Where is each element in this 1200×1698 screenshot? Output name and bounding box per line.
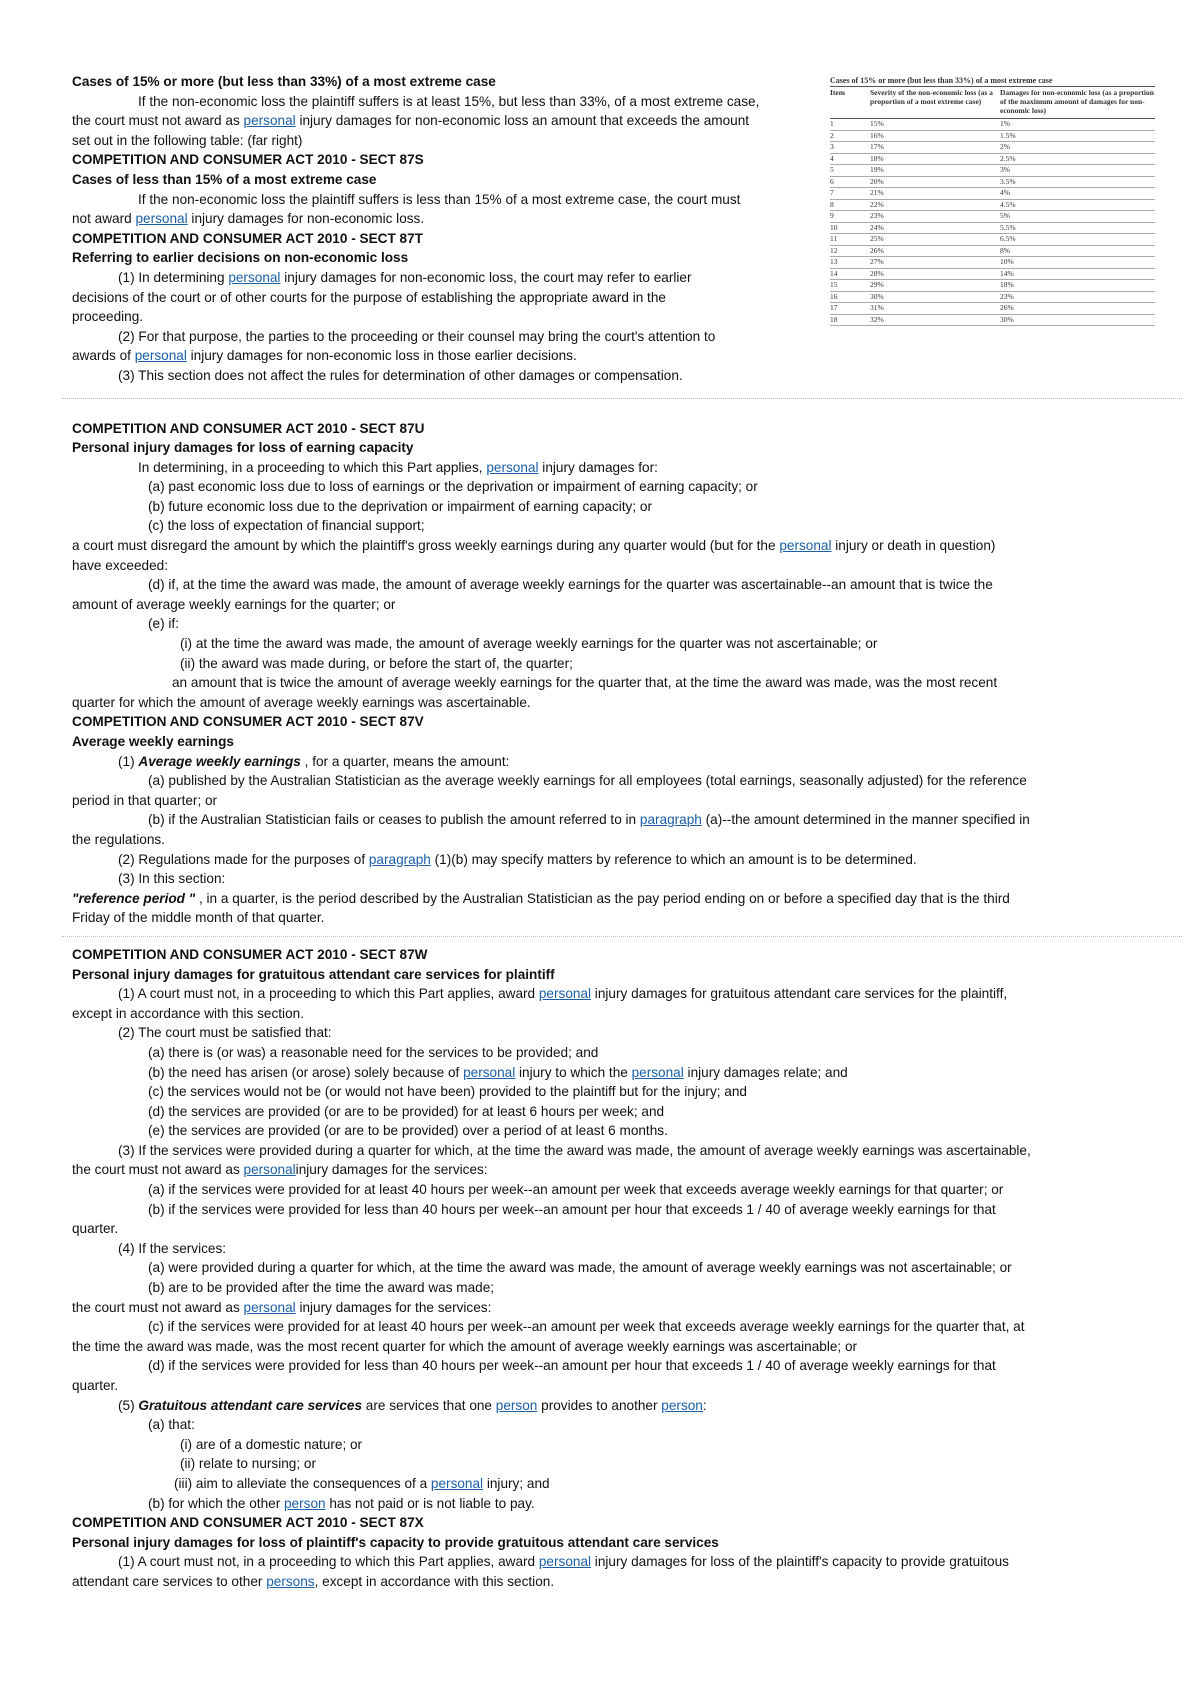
personal-link[interactable]: personal [430, 1475, 484, 1491]
table-cell: 4 [830, 153, 834, 163]
table-cell: 3 [830, 142, 834, 151]
paragraph-line: (a) if the services were provided for at least 40 hours per week--an amount per week that exceeds average weekly earnings for that quarter; or [148, 1182, 1004, 1198]
paragraph-line: (b) if the services were provided for less than 40 hours per week--an amount per hour that exceeds 1 / 40 of average weekly earnings for that [148, 1201, 996, 1217]
table-cell: 10 [830, 222, 838, 232]
table-cell: 14% [1000, 268, 1014, 278]
paragraph-line: (d) if the services were provided for less than 40 hours per week--an amount per hour that exceeds 1 / 40 of average weekly earnings for that [148, 1358, 996, 1374]
section-heading: Cases of 15% or more (but less than 33%) of a most extreme case [72, 74, 496, 89]
paragraph-line: (4) If the services: [118, 1240, 227, 1256]
personal-link[interactable]: personal [134, 348, 187, 364]
table-cell: 26% [870, 245, 884, 255]
table-cell: 29% [870, 280, 884, 289]
paragraph-line: (a) were provided during a quarter for which, at the time the award was made, the amount of average weekly earnings was not ascertainable; or [148, 1260, 1012, 1276]
paragraph-line: (3) This section does not affect the rules for determination of other damages or compensation. [118, 367, 683, 383]
table-cell: 14 [830, 268, 838, 278]
table-header-cell: Damages for non-economic loss (as a proportion of the maximum amount of damages for non-economic loss) [1000, 88, 1154, 115]
table-cell: 18% [1000, 280, 1014, 289]
paragraph-line: (c) if the services were provided for at least 40 hours per week--an amount per week that exceeds average weekly earnings for the quarter that, at [148, 1319, 1025, 1335]
section-heading: Average weekly earnings [72, 734, 234, 749]
table-cell: 16% [870, 130, 884, 140]
table-cell: 3% [1000, 165, 1010, 174]
table-cell: 6.5% [1000, 234, 1016, 243]
table-cell: 8% [1000, 245, 1010, 255]
section-divider [62, 936, 1182, 937]
paragraph-line: proceeding. [72, 309, 144, 325]
paragraph-line: (e) the services are provided (or are to be provided) over a period of at least 6 months. [148, 1123, 668, 1139]
personal-link[interactable]: personal [631, 1064, 684, 1080]
table-cell: 31% [870, 303, 884, 312]
act-title: COMPETITION AND CONSUMER ACT 2010 - SECT 87S [72, 152, 424, 168]
paragraph-line: period in that quarter; or [72, 792, 218, 808]
paragraph-line: (a) there is (or was) a reasonable need for the services to be provided; and [148, 1044, 599, 1060]
table-header-cell: Item [830, 88, 845, 97]
table-cell: 1.5% [1000, 130, 1016, 140]
table-header-cell: Severity of the non-economic loss (as a proportion of a most extreme case) [870, 88, 993, 106]
table-cell: 19% [870, 165, 884, 174]
paragraph-line: (a) published by the Australian Statistician as the average weekly earnings for all employees (total earnings, seasonally adjusted) for the reference [148, 773, 1027, 789]
table-cell: 18% [870, 153, 884, 163]
table-cell: 13 [830, 257, 838, 266]
table-cell: 1 [830, 119, 834, 128]
table-cell: 1% [1000, 119, 1010, 128]
paragraph-line: (b) for which the other person has not paid or is not liable to pay. [148, 1495, 535, 1511]
section-heading: Personal injury damages for gratuitous attendant care services for plaintiff [72, 966, 555, 982]
section-heading: Referring to earlier decisions on non-economic loss [72, 250, 409, 266]
table-cell: 23% [1000, 291, 1014, 301]
paragraph-line: attendant care services to other persons, except in accordance with this section. [72, 1573, 555, 1589]
paragraph-link[interactable]: paragraph [639, 812, 702, 828]
table-cell: 28% [870, 268, 884, 278]
personal-link[interactable]: personal [243, 1162, 296, 1178]
table-cell: 25% [870, 234, 884, 243]
table-cell: 5.5% [1000, 222, 1016, 232]
table-cell: 10% [1000, 257, 1014, 266]
paragraph-link[interactable]: paragraph [368, 851, 431, 867]
table-cell: 3.5% [1000, 176, 1016, 186]
personal-link[interactable]: personal [243, 113, 296, 129]
table-cell: 24% [870, 222, 884, 232]
paragraph-line: (1) In determining personal injury damages for non-economic loss, the court may refer to earlier [118, 269, 692, 285]
paragraph-line: (i) at the time the award was made, the amount of average weekly earnings for the quarter was not ascertainable; or [180, 636, 878, 652]
table-cell: 18 [830, 314, 838, 324]
paragraph-line: (e) if: [148, 616, 179, 632]
paragraph-line: (b) the need has arisen (or arose) solely because of personal injury to which the personal injury damages relate; and [148, 1064, 848, 1080]
paragraph-line: (1) Average weekly earnings , for a quarter, means the amount: [118, 753, 510, 769]
paragraph-line: the court must not award as personal injury damages for the services: [72, 1299, 492, 1315]
personal-link[interactable]: personal [228, 269, 281, 285]
paragraph-line: If the non-economic loss the plaintiff suffers is at least 15%, but less than 33%, of a most extreme case, [138, 93, 760, 109]
paragraph-line: an amount that is twice the amount of average weekly earnings for the quarter that, at the time the award was made, was the most recent [172, 675, 998, 691]
paragraph-line: If the non-economic loss the plaintiff suffers is less than 15% of a most extreme case, the court must [138, 191, 741, 207]
paragraph-line: (3) In this section: [118, 871, 226, 887]
personal-link[interactable]: personal [463, 1064, 516, 1080]
paragraph-line: the court must not award as personal injury damages for non-economic loss an amount that exceeds the amount [72, 113, 750, 129]
table-cell: 30% [1000, 314, 1014, 324]
paragraph-line: not award personal injury damages for non-economic loss. [72, 211, 425, 227]
paragraph-line: (b) if the Australian Statistician fails or ceases to publish the amount referred to in paragraph (a)--the amount determined in the manner specified in [148, 812, 1030, 828]
paragraph-line: Friday of the middle month of that quarter. [72, 910, 325, 926]
section-heading: Personal injury damages for loss of earning capacity [72, 440, 414, 456]
paragraph-line: In determining, in a proceeding to which this Part applies, personal injury damages for: [138, 459, 658, 475]
table-cell: 4.5% [1000, 199, 1016, 209]
paragraph-line: quarter for which the amount of average weekly earnings was ascertainable. [72, 694, 531, 710]
paragraph-line: (a) past economic loss due to loss of earnings or the deprivation or impairment of earning capacity; or [148, 479, 758, 495]
paragraph-line: except in accordance with this section. [72, 1005, 304, 1021]
table-title: Cases of 15% or more (but less than 33%) of a most extreme case [830, 76, 1155, 87]
defined-term: Average weekly earnings [138, 753, 301, 769]
defined-term: Gratuitous attendant care services [138, 1397, 363, 1413]
paragraph-line: set out in the following table: (far right) [72, 132, 303, 148]
paragraph-line: the court must not award as personalinjury damages for the services: [72, 1162, 488, 1178]
personal-link[interactable]: personal [243, 1299, 296, 1315]
paragraph-line: (3) If the services were provided during a quarter for which, at the time the award was made, the amount of average weekly earnings was ascertainable, [118, 1142, 1031, 1158]
table-cell: 2.5% [1000, 153, 1016, 163]
paragraph-line: (d) if, at the time the award was made, the amount of average weekly earnings for the quarter was ascertainable--an amount that is twice the [148, 577, 993, 593]
paragraph-line: have exceeded: [72, 557, 168, 573]
paragraph-line: (1) A court must not, in a proceeding to which this Part applies, award personal injury damages for loss of the plaintiff's capacity to provide gratuitous [118, 1554, 1009, 1570]
paragraph-line: (ii) the award was made during, or before the start of, the quarter; [180, 655, 573, 671]
paragraph-line: (iii) aim to alleviate the consequences of a personal injury; and [174, 1475, 550, 1491]
table-cell: 6 [830, 176, 834, 186]
section-heading: Personal injury damages for loss of plaintiff's capacity to provide gratuitous attendant care services [72, 1534, 719, 1550]
table-cell: 8 [830, 199, 834, 209]
table-cell: 30% [870, 291, 884, 301]
paragraph-line: (1) A court must not, in a proceeding to which this Part applies, award personal injury damages for gratuitous attendant care services for the plaintiff, [118, 986, 1008, 1002]
table-cell: 23% [870, 211, 884, 220]
paragraph-line: quarter. [72, 1221, 119, 1237]
table-cell: 15 [830, 280, 838, 289]
person-link[interactable]: person [495, 1397, 538, 1413]
paragraph-line: (2) The court must be satisfied that: [118, 1025, 332, 1041]
table-cell: 9 [830, 211, 834, 220]
act-title: COMPETITION AND CONSUMER ACT 2010 - SECT 87W [72, 946, 428, 962]
person-link[interactable]: person [284, 1495, 326, 1511]
paragraph-line: decisions of the court or of other courts for the purpose of establishing the appropriate award in the [72, 289, 666, 305]
table-cell: 7 [830, 188, 834, 197]
table-cell: 5% [1000, 211, 1010, 220]
act-title: COMPETITION AND CONSUMER ACT 2010 - SECT 87X [72, 1515, 424, 1531]
table-cell: 15% [870, 119, 884, 128]
table-cell: 5 [830, 165, 834, 174]
person-link[interactable]: person [661, 1397, 703, 1413]
defined-term: "reference period " [72, 890, 196, 906]
paragraph-line: (c) the loss of expectation of financial support; [148, 518, 425, 534]
document-page [72, 72, 1132, 1592]
paragraph-line: (2) For that purpose, the parties to the proceeding or their counsel may bring the court's attention to [118, 328, 716, 344]
paragraph-line: the time the award was made, was the most recent quarter for which the amount of average weekly earnings was ascertainable; or [72, 1338, 858, 1354]
act-title: COMPETITION AND CONSUMER ACT 2010 - SECT 87T [72, 230, 423, 246]
paragraph-line: (b) are to be provided after the time the award was made; [148, 1280, 495, 1296]
table-cell: 11 [830, 234, 838, 243]
act-title: COMPETITION AND CONSUMER ACT 2010 - SECT 87V [72, 714, 424, 730]
section-87r-tail [72, 72, 822, 386]
table-cell: 17 [830, 303, 838, 312]
table-cell: 21% [870, 188, 884, 197]
paragraph-line: (c) the services would not be (or would not have been) provided to the plaintiff but for the injury; and [148, 1084, 747, 1100]
personal-link[interactable]: personal [779, 538, 832, 554]
table-cell: 20% [870, 176, 884, 186]
table-cell: 4% [1000, 188, 1010, 197]
table-cell: 16 [830, 291, 838, 301]
paragraph-line: (2) Regulations made for the purposes of paragraph (1)(b) may specify matters by reference to which an amount is to be determined. [118, 851, 917, 867]
table-cell: 27% [870, 257, 884, 266]
table-cell: 17% [870, 142, 884, 151]
paragraph-line: (b) future economic loss due to the deprivation or impairment of earning capacity; or [148, 498, 652, 514]
section-heading: Cases of less than 15% of a most extreme case [72, 171, 377, 187]
paragraph-line: "reference period " , in a quarter, is the period described by the Australian Statistician as the pay period ending on or before a specified day that is the third [72, 890, 1010, 906]
paragraph-line: (i) are of a domestic nature; or [180, 1436, 363, 1452]
table-cell: 2 [830, 130, 834, 140]
table-cell: 2% [1000, 142, 1010, 151]
paragraph-line: (ii) relate to nursing; or [180, 1456, 316, 1472]
paragraph-line: (a) that: [148, 1417, 195, 1433]
paragraph-line: a court must disregard the amount by which the plaintiff's gross weekly earnings during any quarter would (but for the personal injury or death in question) [72, 538, 996, 554]
paragraph-line: the regulations. [72, 831, 165, 847]
section-divider [62, 398, 1182, 399]
paragraph-line: (d) the services are provided (or are to be provided) for at least 6 hours per week; and [148, 1103, 665, 1119]
paragraph-line: (5) Gratuitous attendant care services are services that one person provides to another person: [118, 1397, 707, 1413]
persons-link[interactable]: persons [266, 1573, 315, 1589]
table-cell: 12 [830, 245, 838, 255]
act-title: COMPETITION AND CONSUMER ACT 2010 - SECT 87U [72, 420, 425, 436]
paragraph-line: amount of average weekly earnings for the quarter; or [72, 596, 396, 612]
personal-link[interactable]: personal [538, 986, 592, 1002]
table-cell: 22% [870, 199, 884, 209]
personal-link[interactable]: personal [486, 459, 539, 475]
table-cell: 26% [1000, 303, 1014, 312]
personal-link[interactable]: personal [538, 1554, 592, 1570]
paragraph-line: quarter. [72, 1378, 119, 1393]
personal-link[interactable]: personal [135, 211, 188, 227]
table-cell: 32% [870, 314, 884, 324]
paragraph-line: awards of personal injury damages for non-economic loss in those earlier decisions. [72, 348, 577, 364]
